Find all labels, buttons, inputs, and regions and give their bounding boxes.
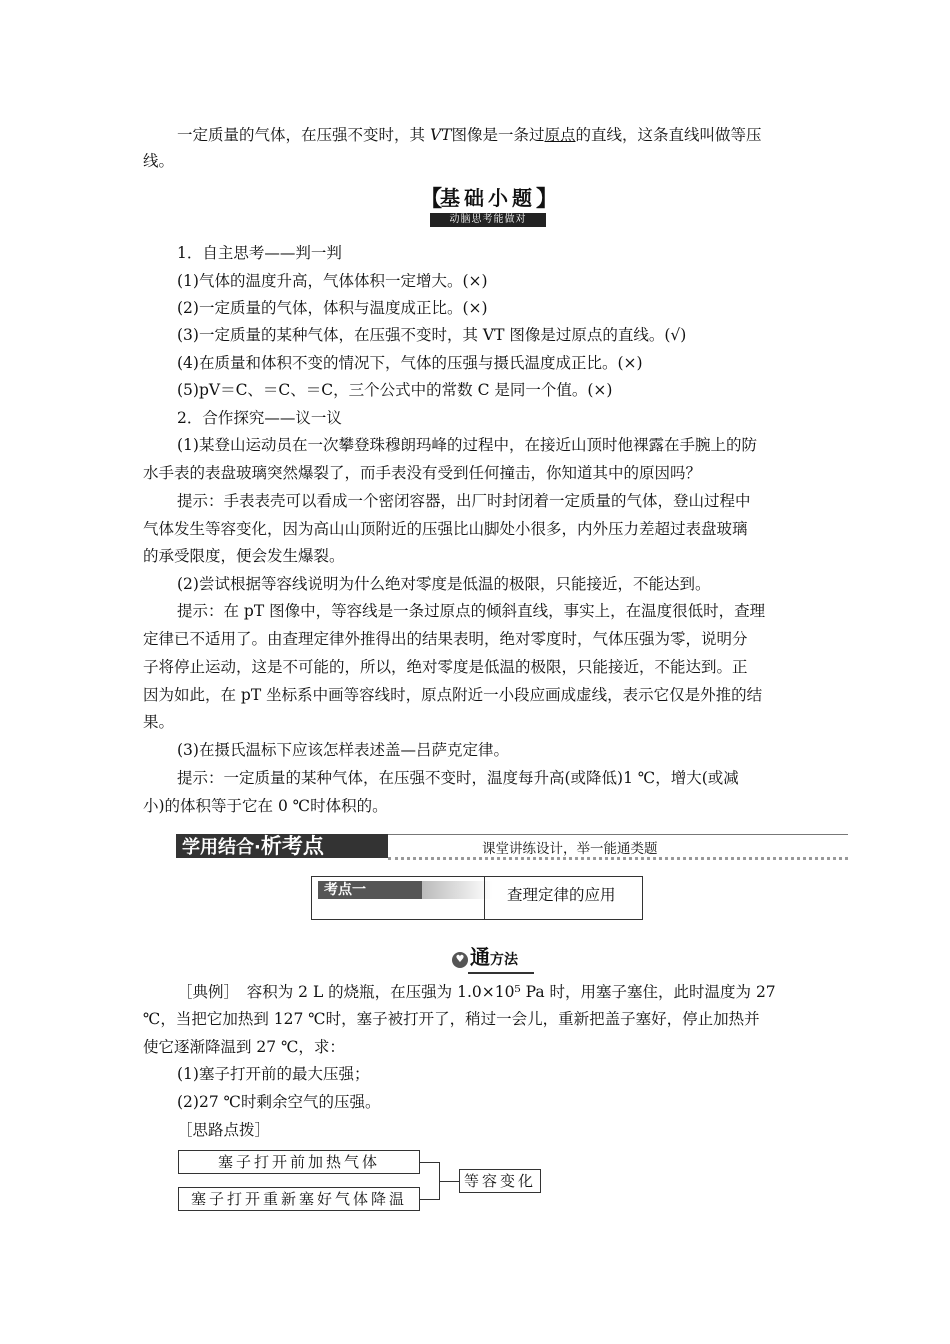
key-point-box bbox=[311, 876, 643, 920]
q2-heading: 2．合作探究——议一议 bbox=[177, 409, 342, 427]
q2-a2-line: 果。 bbox=[143, 713, 175, 731]
key-point-title: 查理定律的应用 bbox=[507, 886, 616, 904]
diagram-box-heating: 塞子打开前加热气体 bbox=[178, 1150, 420, 1174]
section-bar-slogan: 课堂讲练设计，举一能通类题 bbox=[482, 841, 658, 857]
diagram-box-cooling: 塞子打开重新塞好气体降温 bbox=[178, 1187, 420, 1211]
badge-subtitle: 动脑思考能做对 bbox=[430, 213, 546, 227]
q2-a2-line: 定律已不适用了。由查理定律外推得出的结果表明，绝对零度时，气体压强为零，说明分 bbox=[143, 630, 748, 648]
q2-p1-line: (1)某登山运动员在一次攀登珠穆朗玛峰的过程中，在接近山顶时他裸露在手腕上的防 bbox=[177, 436, 757, 454]
heart-icon: ♥ bbox=[452, 952, 468, 968]
q2-a2-line: 子将停止运动，这是不可能的，所以，绝对零度是低温的极限，只能接近，不能达到。正 bbox=[143, 658, 748, 676]
q2-a1-line: 气体发生等容变化，因为高山山顶附近的压强比山脚处小很多，内外压力差超过表盘玻璃 bbox=[143, 520, 748, 538]
q2-a1-line: 的承受限度，便会发生爆裂。 bbox=[143, 547, 345, 565]
q2-a3-line: 小)的体积等于它在 0 ℃时体积的。 bbox=[143, 797, 388, 815]
q2-a2-line: 提示：在 pT 图像中，等容线是一条过原点的倾斜直线，事实上，在温度很低时，查理 bbox=[177, 602, 766, 620]
q2-a3-line: 提示：一定质量的某种气体，在压强不变时，温度每升高(或降低)1 ℃，增大(或减 bbox=[177, 769, 739, 787]
q1-item: (3)一定质量的某种气体，在压强不变时，其 VT 图像是过原点的直线。(√) bbox=[177, 326, 687, 344]
q2-a2-line: 因为如此，在 pT 坐标系中画等容线时，原点附近一小段应画成虚线，表示它仅是外推的结 bbox=[143, 686, 763, 704]
diagram-box-isochoric: 等容变化 bbox=[459, 1169, 541, 1193]
q1-item: (1)气体的温度升高，气体体积一定增大。(×) bbox=[177, 272, 488, 290]
q2-p1-line: 水手表的表盘玻璃突然爆裂了，而手表没有受到任何撞击，你知道其中的原因吗？ bbox=[143, 464, 702, 482]
method-heading: ♥ 通方法 bbox=[452, 946, 518, 971]
badge-title: 基础小题 bbox=[440, 186, 536, 210]
example-line: ℃，当把它加热到 127 ℃时，塞子被打开了，稍过一会儿，重新把盖子塞好，停止加热并 bbox=[143, 1010, 760, 1028]
q1-item: (5)pV＝C、＝C、＝C，三个公式中的常数 C 是同一个值。(×) bbox=[177, 381, 613, 399]
section-bar bbox=[176, 834, 848, 860]
q2-p2: (2)尝试根据等容线说明为什么绝对零度是低温的极限，只能接近，不能达到。 bbox=[177, 575, 711, 593]
q2-a1-line: 提示：手表表壳可以看成一个密闭容器，出厂时封闭着一定质量的气体，登山过程中 bbox=[177, 492, 751, 510]
intro-line-2: 线。 bbox=[143, 152, 175, 170]
example-line: 使它逐渐降温到 27 ℃，求： bbox=[143, 1038, 345, 1056]
key-point-tag: 考点一 bbox=[318, 881, 422, 899]
example-question: (1)塞子打开前的最大压强； bbox=[177, 1065, 370, 1083]
q1-item: (4)在质量和体积不变的情况下，气体的压强与摄氏温度成正比。(×) bbox=[177, 354, 643, 372]
intro-paragraph: 一定质量的气体，在压强不变时，其 VT图像是一条过原点的直线，这条直线叫做等压 bbox=[177, 126, 762, 144]
q1-heading: 1．自主思考——判一判 bbox=[177, 244, 342, 262]
basic-questions-badge: 【 基础小题 】 动脑思考能做对 bbox=[420, 186, 558, 225]
example-question: (2)27 ℃时剩余空气的压强。 bbox=[177, 1093, 381, 1111]
section-bar-title: 学用结合·析考点 bbox=[176, 834, 388, 858]
q2-p3: (3)在摄氏温标下应该怎样表述盖—吕萨克定律。 bbox=[177, 741, 509, 759]
hint-heading: ［思路点拨］ bbox=[177, 1121, 271, 1139]
example-line: ［典例］ 容积为 2 L 的烧瓶，在压强为 1.0×10⁵ Pa 时，用塞子塞住，此时温度为 27 bbox=[177, 983, 776, 1001]
q1-item: (2)一定质量的气体，体积与温度成正比。(×) bbox=[177, 299, 488, 317]
